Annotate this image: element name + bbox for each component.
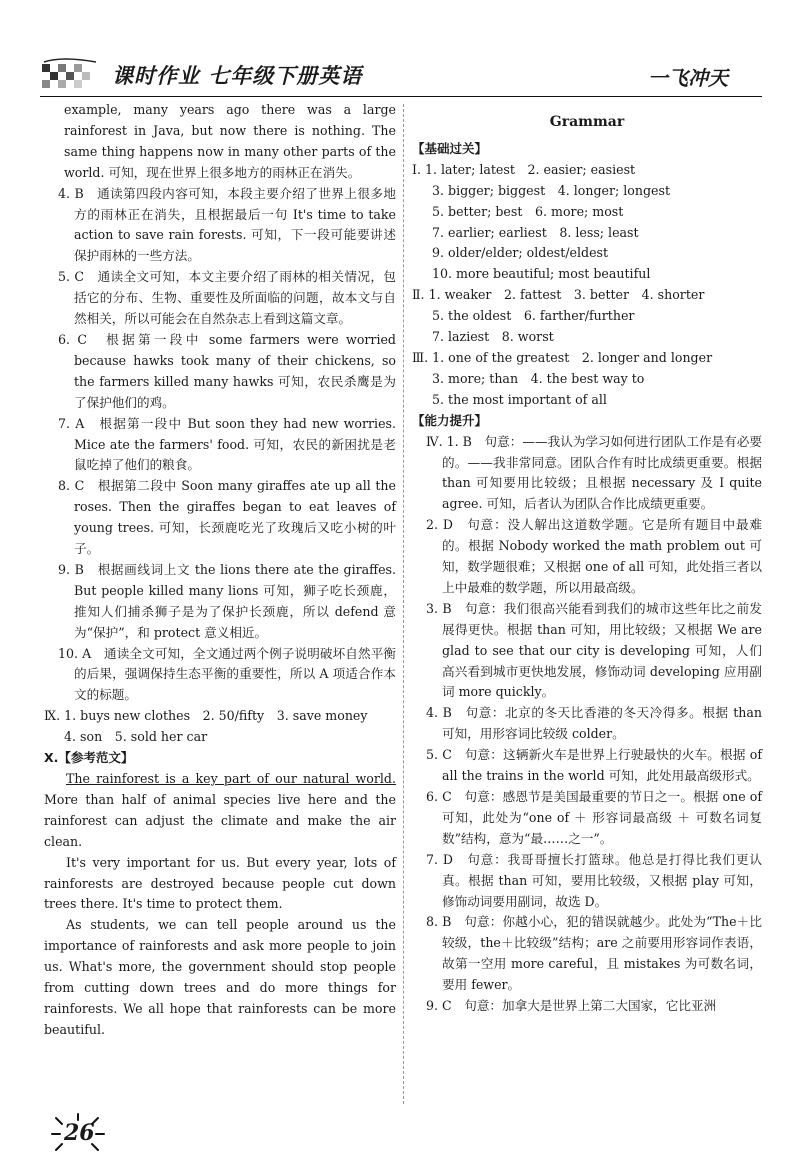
s2-line: 7. laziest 8. worst <box>432 329 554 345</box>
answer-iv-9: 9. C 句意：加拿大是世界上第二大国家，它比亚洲 <box>426 998 717 1014</box>
s3-line: Ⅲ. 1. one of the greatest 2. longer and longer <box>412 349 713 365</box>
answer-9: 9. B 根据画线词上文 the lions there ate the giraffes. But people killed many lions 可知，狮子吃长颈鹿，推知人们捕杀狮子是为了保护长颈鹿，所以 defend 意为“保护”，和 protect 意义相近。 <box>58 561 396 640</box>
answer-5: 5. C 通读全文可知，本文主要介绍了雨林的相关情况，包括它的分布、生物、重要性及所面临的问题，故本文与自然相关，所以可能会在自然杂志上看到这篇文章。 <box>58 269 396 327</box>
essay-topic-sentence: The rainforest is a key part of our natural world. <box>66 771 396 786</box>
right-column <box>412 100 762 1017</box>
essay-paragraph-3: As students, we can tell people around us the importance of rainforests and ask more people to join us. What's more, the government should stop people from cutting down trees and do more things for rainforests. We all hope that rainforests can be more beautiful. <box>44 917 396 1037</box>
s3-line: 3. more; than 4. the best way to <box>432 370 645 386</box>
s2-line: 5. the oldest 6. farther/further <box>432 308 635 324</box>
answer-iv-2: 2. D 句意：没人解出这道数学题。它是所有题目中最难的。根据 Nobody worked the math problem out 可知，数学题很难；又根据 one of all 可知，此处指三者以上中最难的数学题，所以用最高级。 <box>426 517 762 595</box>
basic-label: 【基础过关】 <box>412 140 488 156</box>
answer-4: 4. B 通读第四段内容可知，本段主要介绍了世界上很多地方的雨林正在消失，且根据最后一句 It's time to take action to save rain forests. 可知，下一段可能要讲述保护雨林的一些方法。 <box>58 185 396 264</box>
ability-label: 【能力提升】 <box>412 412 488 428</box>
essay-paragraph-1 <box>44 769 396 853</box>
page-header <box>0 0 800 100</box>
s1-line: 10. more beautiful; most beautiful <box>432 266 651 282</box>
answer-iv-3: 3. B 句意：我们很高兴能看到我们的城市这些年比之前发展得更快。根据 than 可知，用比较级；又根据 We are glad to see that our city is developing 可知，人们高兴看到城市更快地发展，修饰动词 developing 应用副词 more quickly。 <box>426 600 762 700</box>
answer-iv-7: 7. D 句意：我哥哥擅长打篮球。他总是打得比我们更认真。根据 than 可知，要用比较级，又根据 play 可知，修饰动词要用副词，故选 D。 <box>426 851 762 909</box>
header-rule <box>40 96 762 97</box>
brand-name: 一飞冲天 <box>648 66 728 90</box>
answer-iv-6: 6. C 句意：感恩节是美国最重要的节日之一。根据 one of 可知，此处为“one of ＋ 形容词最高级 ＋ 可数名词复数”结构，意为“最……之一”。 <box>426 789 762 846</box>
answer-7: 7. A 根据第一段中 But soon they had new worries. Mice ate the farmers' food. 可知，农民的新困扰是老鼠吃掉了他们的粮食。 <box>58 415 396 473</box>
page-number <box>48 1112 108 1156</box>
s1-line: Ⅰ. 1. later; latest 2. easier; easiest <box>412 161 636 177</box>
s1-line: 5. better; best 6. more; most <box>432 203 624 219</box>
left-column <box>44 100 396 1041</box>
continued-answer: example, many years ago there was a large rainforest in Java, but now there is nothing. The same thing happens now in many other parts of the world. 可知，现在世界上很多地方的雨林正在消失。 <box>64 102 396 180</box>
s2-line: Ⅱ. 1. weaker 2. fattest 3. better 4. shorter <box>412 287 705 303</box>
answer-iv-4: 4. B 句意：北京的冬天比香港的冬天冷得多。根据 than 可知，用形容词比较级 colder。 <box>426 705 762 742</box>
s3-line: 5. the most important of all <box>432 391 607 407</box>
answer-6: 6. C 根据第一段中 some farmers were worried because hawks took many of their chickens, so the farmers killed many hawks 可知，农民杀鹰是为了保护他们的鸡。 <box>58 331 396 410</box>
s1-line: 7. earlier; earliest 8. less; least <box>432 224 639 240</box>
s1-line: 9. older/elder; oldest/eldest <box>432 245 609 261</box>
checker-logo-icon <box>42 58 98 90</box>
book-title: 课时作业 七年级下册英语 <box>112 64 363 88</box>
section-9-line-2: 4. son 5. sold her car <box>64 729 208 745</box>
column-divider <box>403 104 404 1104</box>
answer-iv-1: Ⅳ. 1. B 句意：——我认为学习如何进行团队工作是有必要的。——我非常同意。团队合作有时比成绩更重要。根据 than 可知要用比较级；且根据 necessary 及 I quite agree. 可知，后者认为团队合作比成绩更重要。 <box>426 433 762 512</box>
section-9-line-1: Ⅸ. 1. buys new clothes 2. 50/fifty 3. save money <box>44 708 368 724</box>
answer-10: 10. A 通读全文可知，全文通过两个例子说明破坏自然平衡的后果，强调保持生态平衡的重要性，所以 A 项适合作本文的标题。 <box>58 645 396 703</box>
grammar-heading: Grammar <box>549 114 625 130</box>
page-number-text: 26 <box>64 1120 95 1146</box>
essay-paragraph-2: It's very important for us. But every year, lots of rainforests are destroyed because people cut down trees there. It's time to protect them. <box>44 854 396 912</box>
answer-8: 8. C 根据第二段中 Soon many giraffes ate up all the roses. Then the giraffes began to eat leaves of young trees. 可知，长颈鹿吃光了玫瑰后又吃小树的叶子。 <box>58 478 396 557</box>
answer-iv-5: 5. C 句意：这辆新火车是世界上行驶最快的火车。根据 of all the trains in the world 可知，此处用最高级形式。 <box>426 747 762 784</box>
essay-p1-rest: More than half of animal species live here and the rainforest can adjust the climate and make the air clean. <box>44 791 396 849</box>
s1-line: 3. bigger; biggest 4. longer; longest <box>432 182 671 198</box>
answer-iv-8: 8. B 句意：你越小心，犯的错误就越少。此处为“The＋比较级，the＋比较级”结构；are 之前要用形容词作表语，故第一空用 more careful，且 mistakes 为可数名词，要用 fewer。 <box>426 914 762 993</box>
section-10-label: Ⅹ.【参考范文】 <box>44 750 134 766</box>
